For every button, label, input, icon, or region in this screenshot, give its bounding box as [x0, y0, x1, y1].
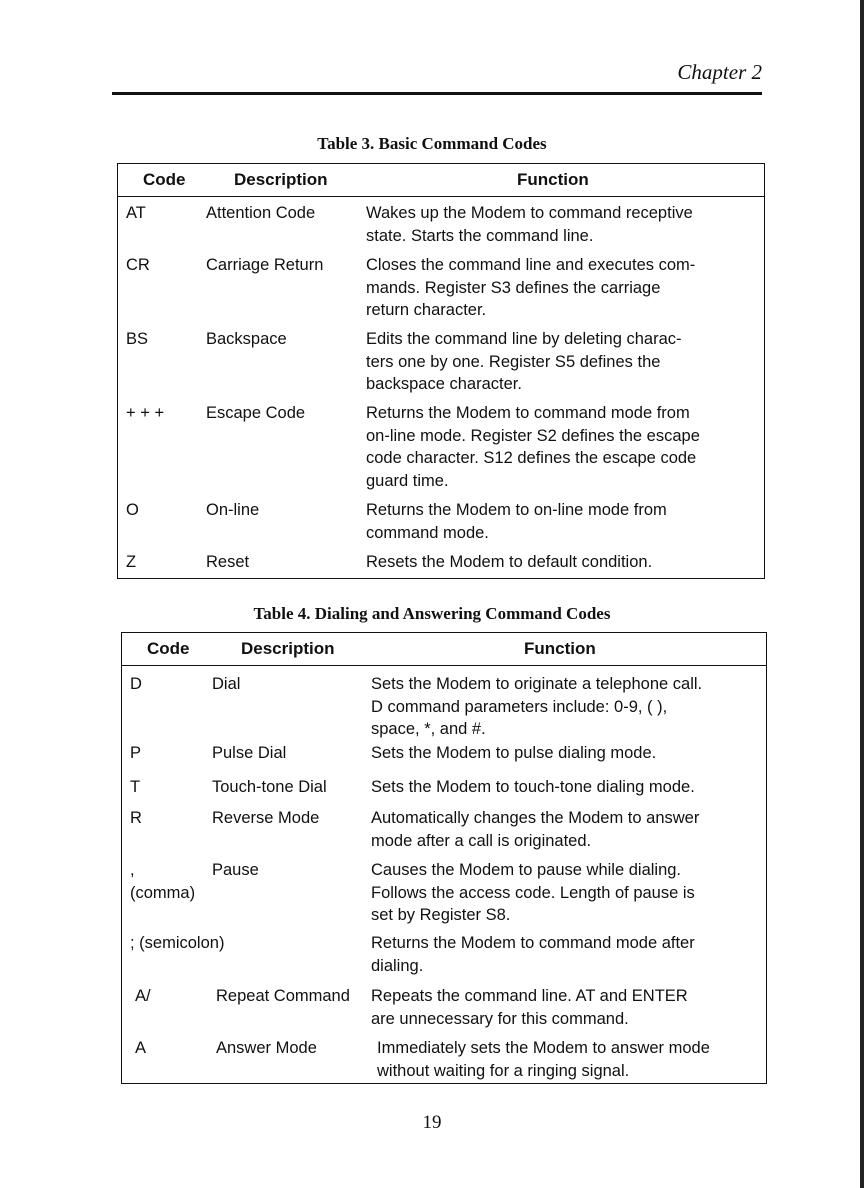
row-description: On-line — [206, 501, 260, 519]
row-function: Sets the Modem to originate a telephone call. D command parameters include: 0-9, ( ), space, *, and #. — [371, 675, 703, 738]
row-description: Reset — [206, 553, 250, 571]
row-function: Wakes up the Modem to command receptive state. Starts the command line. — [366, 204, 693, 245]
page-number: 19 — [422, 1112, 442, 1133]
row-code: O — [126, 501, 139, 519]
row-code: D — [130, 675, 142, 693]
row-code: A — [135, 1039, 147, 1057]
row-function: Automatically changes the Modem to answer mode after a call is originated. — [371, 809, 700, 850]
row-function: Returns the Modem to on-line mode from command mode. — [366, 501, 667, 542]
row-code: A/ — [135, 987, 151, 1005]
row-function: Closes the command line and executes com- mands. Register S3 defines the carriage return character. — [366, 256, 696, 319]
row-function: Sets the Modem to touch-tone dialing mode. — [371, 778, 695, 796]
row-description: Escape Code — [206, 404, 306, 422]
table3-header-function: Function — [517, 170, 589, 189]
table4-caption: Table 4. Dialing and Answering Command Codes — [253, 604, 611, 623]
table3-header-code: Code — [143, 170, 186, 189]
row-function: Sets the Modem to pulse dialing mode. — [371, 744, 657, 762]
row-description: Repeat Command — [216, 987, 350, 1005]
row-description: Touch-tone Dial — [212, 778, 327, 796]
row-description: Pause — [212, 861, 259, 879]
table3-header — [118, 164, 764, 197]
row-code: Z — [126, 553, 137, 571]
row-description: Pulse Dial — [212, 744, 287, 762]
row-function: Returns the Modem to command mode from on-line mode. Register S2 defines the escape code character. S12 defines the escape code guard time. — [366, 404, 700, 490]
table3 — [117, 163, 765, 579]
row-code: R — [130, 809, 142, 827]
row-function: Edits the command line by deleting charac- ters one by one. Register S5 defines the backspace character. — [366, 330, 682, 393]
table3-header-description: Description — [234, 170, 328, 189]
row-code: T — [130, 778, 141, 796]
row-description: Answer Mode — [216, 1039, 317, 1057]
row-code: BS — [126, 330, 149, 348]
row-code: AT — [126, 204, 146, 222]
row-code: CR — [126, 256, 150, 274]
row-function: Returns the Modem to command mode after dialing. — [371, 934, 695, 975]
row-description: Attention Code — [206, 204, 316, 222]
row-function: Immediately sets the Modem to answer mode without waiting for a ringing signal. — [377, 1039, 710, 1080]
row-code: + + + — [126, 404, 165, 422]
table4-header-description: Description — [241, 639, 335, 658]
row-function: Repeats the command line. AT and ENTER are unnecessary for this command. — [371, 987, 688, 1028]
row-description: Dial — [212, 675, 241, 693]
row-function: Causes the Modem to pause while dialing. Follows the access code. Length of pause is set by Register S8. — [371, 861, 695, 924]
row-description: Reverse Mode — [212, 809, 320, 827]
table4-header-code: Code — [147, 639, 190, 658]
table4-header — [122, 633, 766, 666]
row-description: Carriage Return — [206, 256, 324, 274]
header-rule — [112, 92, 762, 95]
row-code: , (comma) — [130, 861, 196, 902]
row-description: Backspace — [206, 330, 287, 348]
row-code: P — [130, 744, 142, 762]
table4 — [121, 632, 767, 1084]
scan-edge — [860, 0, 864, 1188]
row-code: ; (semicolon) — [130, 934, 225, 952]
chapter-header: Chapter 2 — [677, 60, 762, 84]
table4-header-function: Function — [524, 639, 596, 658]
table3-caption: Table 3. Basic Command Codes — [317, 134, 547, 153]
row-function: Resets the Modem to default condition. — [366, 553, 653, 571]
